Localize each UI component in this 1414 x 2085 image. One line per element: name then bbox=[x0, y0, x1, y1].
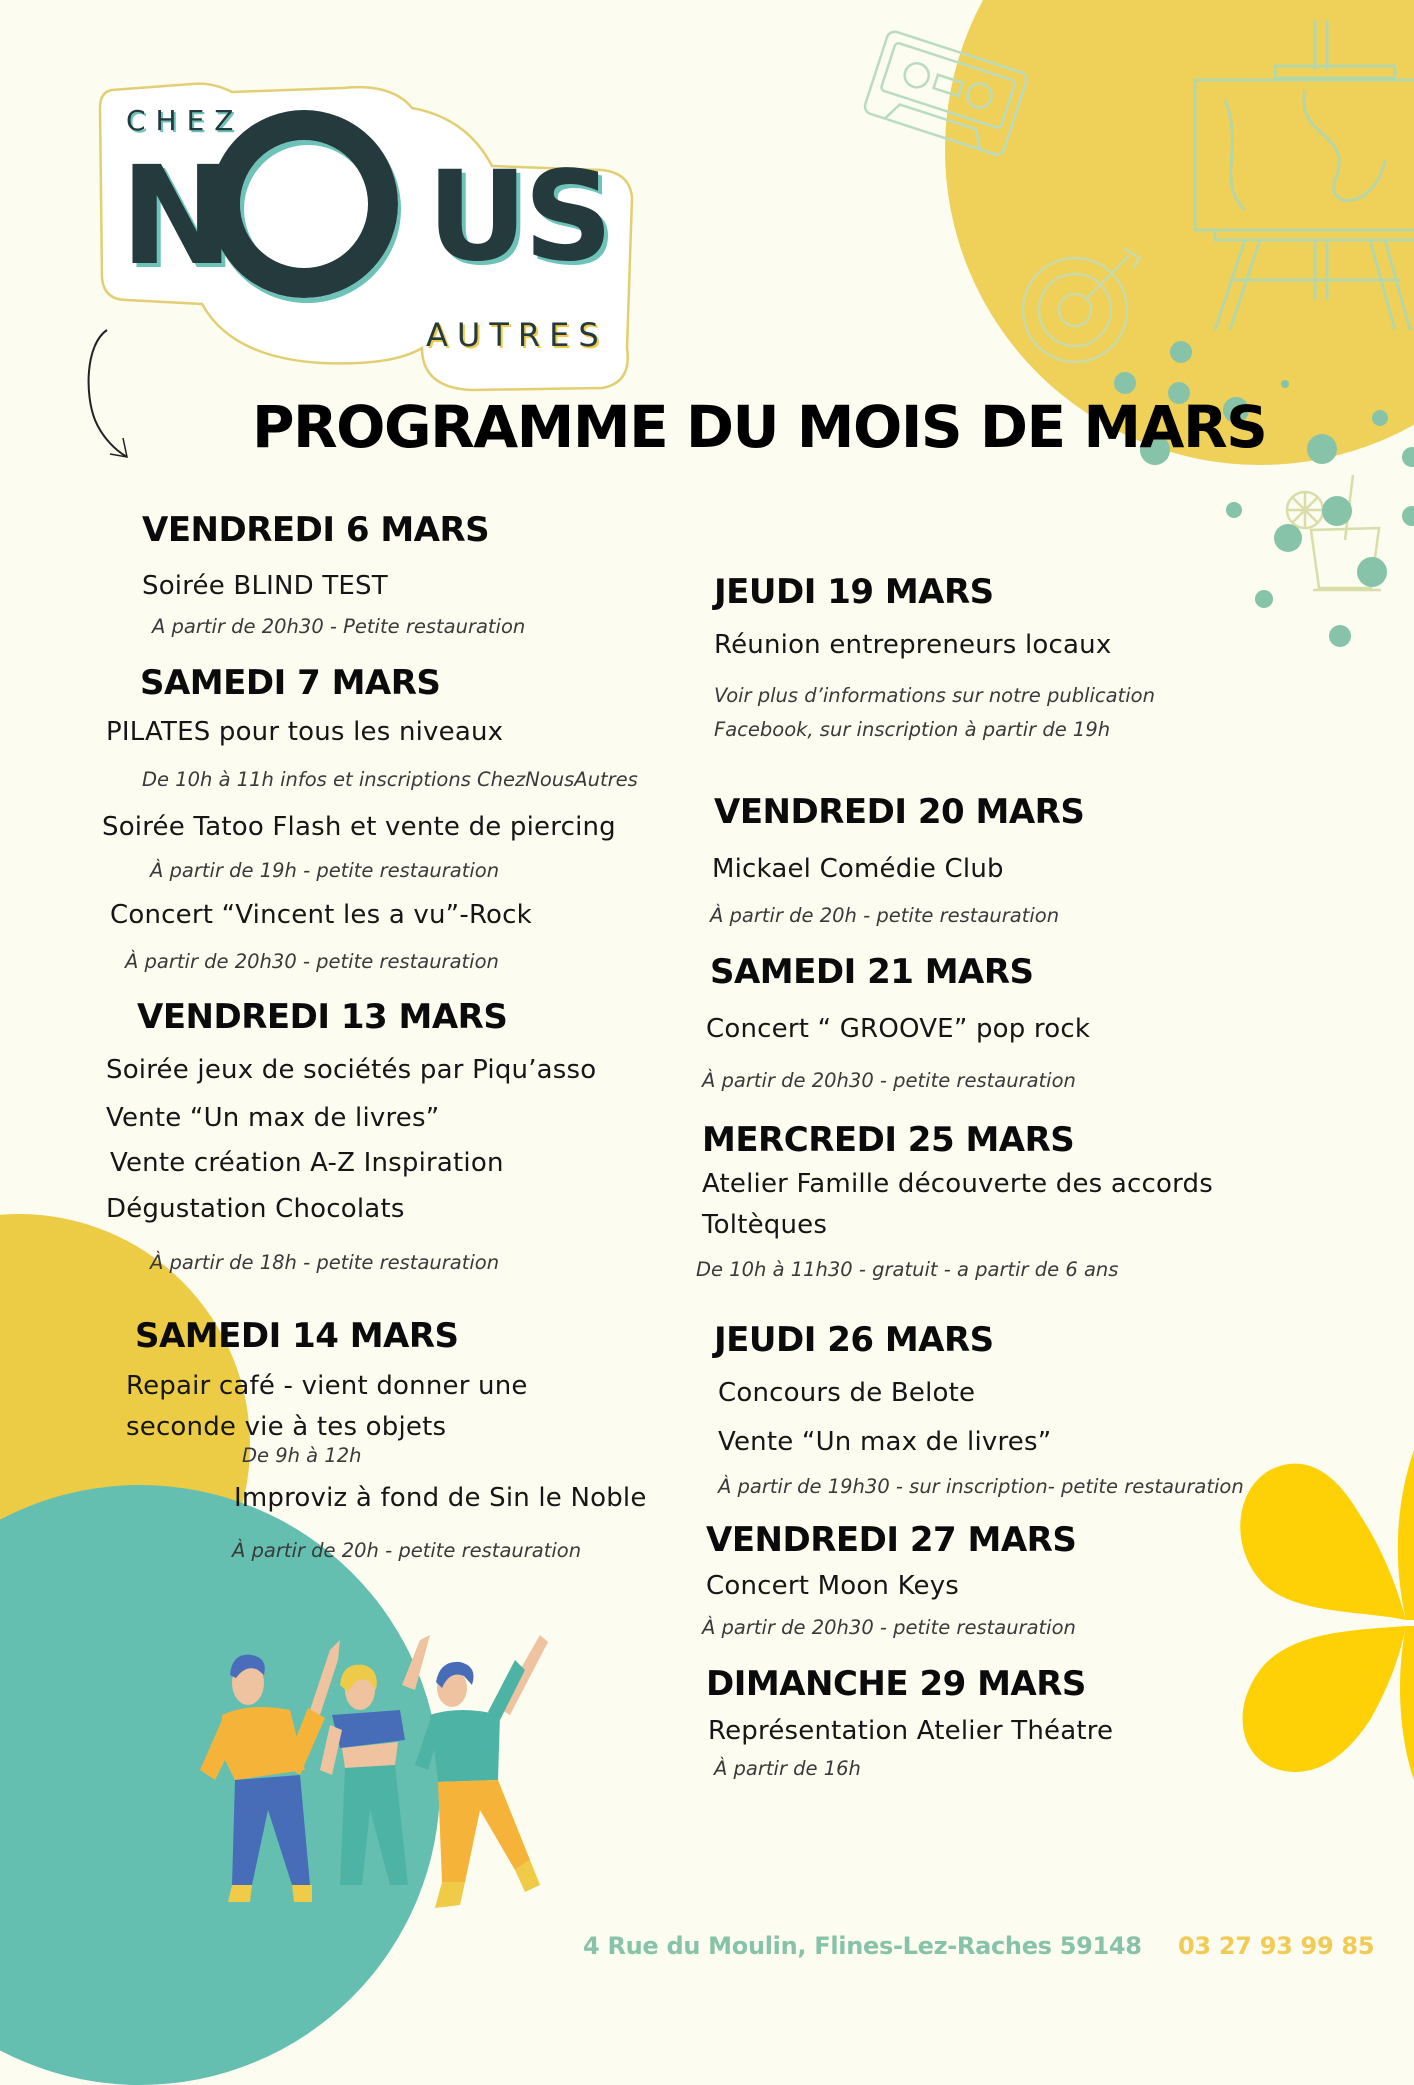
decor-dot bbox=[1322, 496, 1352, 526]
activity: Concours de Belote bbox=[718, 1378, 976, 1408]
footer-address: 4 Rue du Moulin, Flines-Lez-Raches 59148 bbox=[583, 1932, 1142, 1960]
logo-n: N bbox=[120, 138, 234, 296]
paint-palette-icon bbox=[1015, 230, 1155, 370]
decor-dot bbox=[1255, 590, 1273, 608]
day-heading: VENDREDI 6 MARS bbox=[142, 510, 490, 550]
activity: Dégustation Chocolats bbox=[106, 1194, 405, 1224]
page-title: PROGRAMME DU MOIS DE MARS bbox=[252, 393, 1267, 461]
day-heading: SAMEDI 21 MARS bbox=[710, 952, 1034, 992]
dancers-illustration bbox=[180, 1630, 560, 1940]
activity-info: Voir plus d’informations sur notre publication bbox=[714, 684, 1155, 707]
flower-icon bbox=[1230, 1430, 1414, 1810]
footer-phone: 03 27 93 99 85 bbox=[1178, 1932, 1375, 1960]
dancer-woman-right bbox=[415, 1635, 548, 1908]
activity-info: À partir de 20h - petite restauration bbox=[710, 904, 1060, 927]
activity: Concert “ GROOVE” pop rock bbox=[706, 1014, 1091, 1044]
activity-info: À partir de 20h30 - petite restauration bbox=[125, 950, 499, 973]
activity-info: À partir de 16h bbox=[714, 1757, 861, 1780]
activity: Repair café - vient donner une bbox=[126, 1371, 528, 1401]
activity: Toltèques bbox=[702, 1210, 828, 1240]
activity-info: De 10h à 11h infos et inscriptions ChezNousAutres bbox=[142, 768, 638, 791]
activity: Atelier Famille découverte des accords bbox=[702, 1169, 1214, 1199]
logo-autres: AUTRES bbox=[426, 316, 608, 354]
activity-info: De 10h à 11h30 - gratuit - a partir de 6 ans bbox=[696, 1258, 1119, 1281]
decor-dot bbox=[1357, 557, 1387, 587]
logo-us: US bbox=[427, 145, 609, 289]
decor-dot bbox=[1274, 524, 1302, 552]
activity: Concert Moon Keys bbox=[706, 1571, 960, 1601]
logo-chez: CHEZ bbox=[126, 104, 244, 137]
day-heading: MERCREDI 25 MARS bbox=[702, 1120, 1075, 1160]
day-heading: SAMEDI 14 MARS bbox=[135, 1316, 459, 1356]
decor-dot bbox=[1329, 625, 1351, 647]
dancer-man bbox=[200, 1640, 340, 1902]
activity-info: A partir de 20h30 - Petite restauration bbox=[152, 615, 526, 638]
easel-icon bbox=[1185, 10, 1414, 345]
decor-dot bbox=[1170, 341, 1192, 363]
activity: Improviz à fond de Sin le Noble bbox=[234, 1483, 647, 1513]
day-heading: JEUDI 19 MARS bbox=[714, 572, 994, 612]
day-heading: VENDREDI 20 MARS bbox=[714, 792, 1085, 832]
activity: Réunion entrepreneurs locaux bbox=[714, 630, 1112, 660]
day-heading: SAMEDI 7 MARS bbox=[140, 663, 441, 703]
activity: Soirée BLIND TEST bbox=[142, 571, 388, 601]
activity-info: Facebook, sur inscription à partir de 19h bbox=[714, 718, 1111, 741]
activity: Soirée jeux de sociétés par Piqu’asso bbox=[106, 1055, 597, 1085]
activity: PILATES pour tous les niveaux bbox=[106, 717, 504, 747]
activity: Soirée Tatoo Flash et vente de piercing bbox=[102, 812, 616, 842]
decor-dot bbox=[1372, 410, 1388, 426]
activity: Vente “Un max de livres” bbox=[106, 1103, 440, 1133]
logo-o-ring bbox=[210, 110, 398, 298]
activity: Représentation Atelier Théatre bbox=[708, 1716, 1114, 1746]
logo-chez-nous-autres bbox=[92, 78, 642, 393]
activity-info: À partir de 20h30 - petite restauration bbox=[702, 1069, 1076, 1092]
activity: Concert “Vincent les a vu”-Rock bbox=[110, 900, 532, 930]
activity-info: À partir de 19h - petite restauration bbox=[150, 859, 500, 882]
activity-info: À partir de 20h30 - petite restauration bbox=[702, 1616, 1076, 1639]
decor-dot bbox=[1402, 447, 1414, 467]
decor-dot bbox=[1281, 380, 1289, 388]
dancer-woman-center bbox=[320, 1635, 430, 1885]
activity: seconde vie à tes objets bbox=[126, 1412, 447, 1442]
decor-dot bbox=[1114, 372, 1136, 394]
activity-info: À partir de 19h30 - sur inscription- petite restauration bbox=[718, 1475, 1244, 1498]
activity-info: À partir de 20h - petite restauration bbox=[232, 1539, 582, 1562]
activity: Vente création A-Z Inspiration bbox=[110, 1148, 504, 1178]
cassette-icon bbox=[860, 30, 1030, 160]
activity: Vente “Un max de livres” bbox=[718, 1427, 1052, 1457]
day-heading: VENDREDI 13 MARS bbox=[137, 997, 508, 1037]
activity-info: À partir de 18h - petite restauration bbox=[150, 1251, 500, 1274]
activity: Mickael Comédie Club bbox=[712, 854, 1004, 884]
decor-dot bbox=[1226, 502, 1242, 518]
day-heading: VENDREDI 27 MARS bbox=[706, 1520, 1077, 1560]
day-heading: JEUDI 26 MARS bbox=[714, 1320, 994, 1360]
day-heading: DIMANCHE 29 MARS bbox=[706, 1664, 1086, 1704]
decor-dot bbox=[1307, 434, 1337, 464]
activity-info: De 9h à 12h bbox=[242, 1444, 362, 1467]
decor-dot bbox=[1402, 506, 1414, 526]
